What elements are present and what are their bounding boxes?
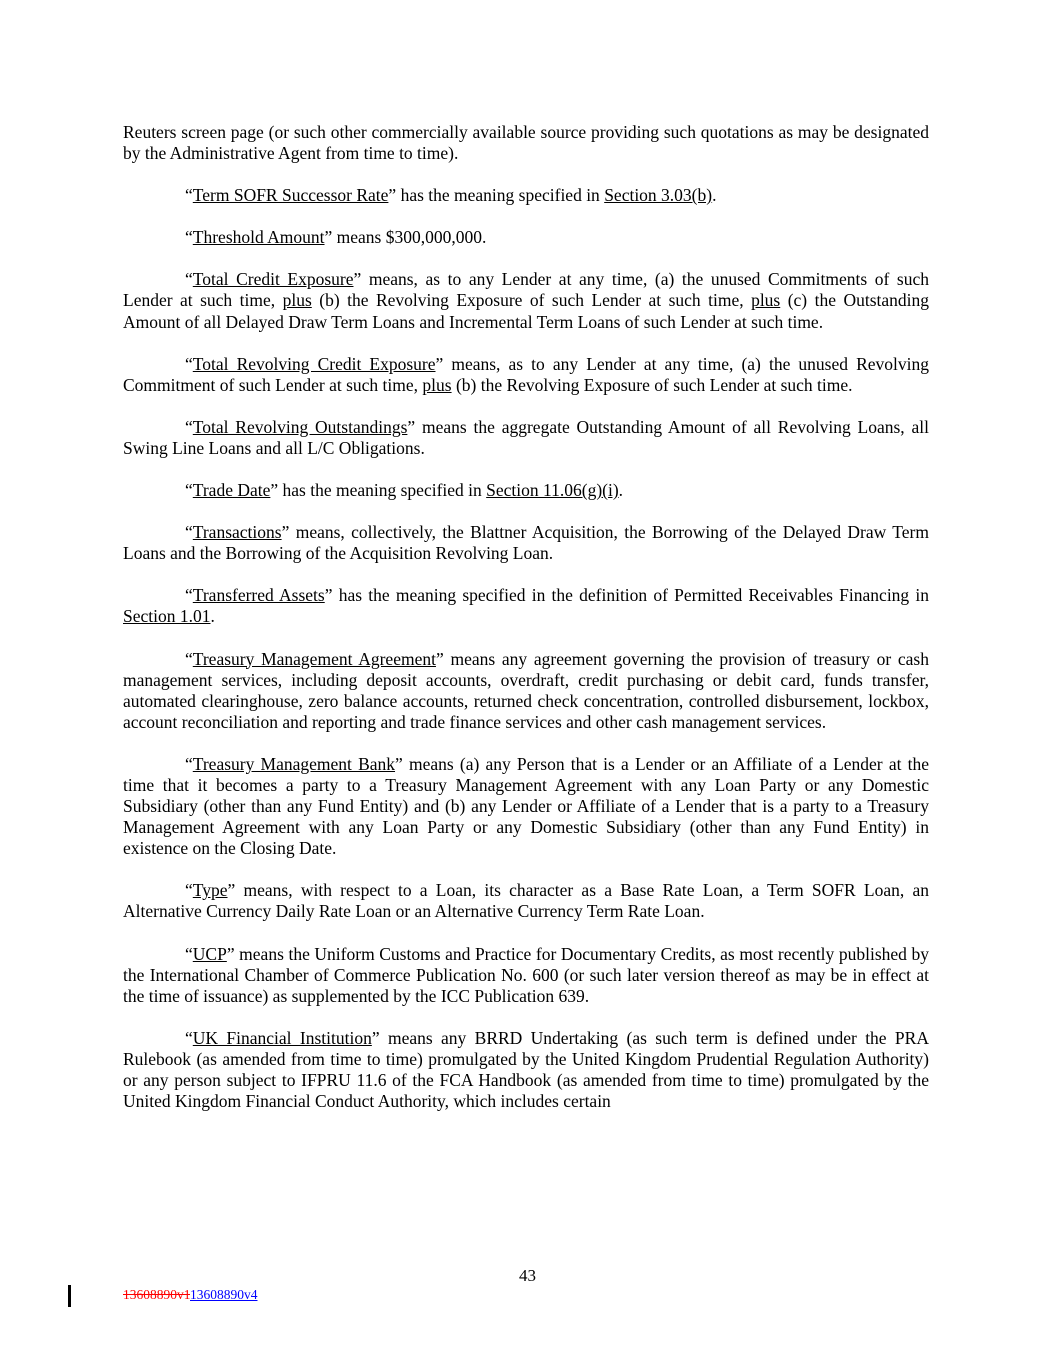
text-run: ” means, collectively, the Blattner Acquisition, the Borrowing of the Delayed Draw Term Loans and the Borrowing of the Acquisition Revolving Loan.	[123, 522, 929, 564]
defined-term: Trade Date	[192, 480, 271, 501]
text-run: “	[185, 753, 193, 774]
section-reference: Section 11.06(g)(i)	[486, 480, 619, 501]
def-ucp	[123, 944, 929, 1007]
def-transactions	[123, 522, 929, 564]
text-run: ” means, with respect to a Loan, its character as a Base Rate Loan, a Term SOFR Loan, an Alternative Currency Daily Rate Loan or an Alternative Currency Term Rate Loan.	[123, 880, 929, 922]
text-run: (b) the Revolving Exposure of such Lender at such time,	[311, 290, 752, 311]
text-run: (c) the Outstanding Amount of all Delayed Draw Term Loans and Incremental Term Loans of such Lender at such time.	[123, 290, 929, 332]
defined-term: Threshold Amount	[192, 227, 325, 248]
def-treasury-management-agreement	[123, 649, 929, 733]
page-number: 43	[519, 1266, 536, 1285]
text-run: ” means any BRRD Undertaking (as such term is defined under the PRA Rulebook (as amended from time to time) promulgated by the United Kingdom Prudential Regulation Authority) or any person subject to IFPRU 11.6 of the FCA Handbook (as amended from time to time) promulgated by the United Kingdom Financial Conduct Authority, which includes certain	[123, 1027, 929, 1112]
def-uk-financial-institution	[123, 1028, 929, 1112]
def-total-credit-exposure	[123, 269, 929, 332]
defined-term: UK Financial Institution	[192, 1027, 372, 1048]
def-total-revolving-outstandings	[123, 417, 929, 459]
text-run: ” means the aggregate Outstanding Amount of all Revolving Loans, all Swing Line Loans and all L/C Obligations.	[123, 416, 929, 458]
def-total-revolving-credit-exposure	[123, 354, 929, 396]
section-reference: Section 1.01	[123, 606, 211, 627]
def-trade-date	[123, 480, 929, 501]
text-run: “	[185, 943, 193, 964]
text-run: ” means, as to any Lender at any time, (a) the unused Revolving Commitment of such Lender at such time,	[123, 353, 930, 395]
text-run: Reuters screen page (or such other commercially available source providing such quotations as may be designated by the Administrative Agent from time to time).	[123, 122, 929, 164]
section-reference: Section 3.03(b)	[604, 185, 713, 206]
text-run: “	[185, 353, 193, 374]
revision-marks	[123, 1287, 258, 1303]
text-run: “	[185, 227, 193, 248]
defined-term: Transactions	[192, 522, 282, 543]
text-run: ” has the meaning specified in the definition of Permitted Receivables Financing in	[324, 585, 930, 606]
defined-term: Total Credit Exposure	[192, 269, 354, 290]
text-run: “	[185, 880, 193, 901]
emphasized-word: plus	[751, 290, 781, 311]
text-run: ” means $300,000,000.	[324, 227, 487, 248]
text-run: .	[618, 480, 624, 501]
text-run: “	[185, 1027, 193, 1048]
text-run: ” means any agreement governing the provision of treasury or cash management services, including deposit accounts, overdraft, credit purchasing or debit card, funds transfer, automated clearinghouse, zero balance accounts, returned check concentration, controlled disbursement, lockbox, account reconciliation and reporting and trade finance services and other cash management services.	[123, 648, 929, 732]
text-run: .	[210, 606, 215, 627]
defined-term: Transferred Assets	[192, 585, 325, 606]
defined-term: Total Revolving Credit Exposure	[192, 353, 436, 374]
text-run: “	[185, 648, 193, 669]
text-run: “	[185, 585, 193, 606]
defined-term: Term SOFR Successor Rate	[192, 185, 389, 206]
text-run: ” means, as to any Lender at any time, (a) the unused Commitments of such Lender at such time,	[123, 269, 929, 311]
emphasized-word: plus	[422, 374, 452, 395]
continuation-reuters-screen-page	[123, 122, 929, 164]
defined-term: Treasury Management Agreement	[192, 648, 436, 669]
def-threshold-amount	[123, 227, 929, 248]
text-run: “	[185, 480, 193, 501]
document-body	[123, 122, 929, 1133]
emphasized-word: plus	[282, 290, 312, 311]
def-transferred-assets	[123, 585, 929, 627]
revision-deleted-doc-id: 13608890v1	[123, 1287, 190, 1302]
text-run: “	[185, 185, 193, 206]
defined-term: Treasury Management Bank	[192, 753, 396, 774]
defined-term: Total Revolving Outstandings	[192, 416, 408, 437]
defined-term: Type	[192, 880, 228, 901]
def-treasury-management-bank	[123, 754, 929, 859]
text-run: “	[185, 269, 193, 290]
def-term-sofr-successor-rate	[123, 185, 929, 206]
revision-inserted-doc-id: 13608890v4	[190, 1287, 258, 1302]
text-run: (b) the Revolving Exposure of such Lender at such time.	[451, 374, 853, 395]
text-run: “	[185, 522, 193, 543]
text-run: ” means (a) any Person that is a Lender or an Affiliate of a Lender at the time that it becomes a party to a Treasury Management Agreement with any Loan Party or any Domestic Subsidiary (other than any Fund Entity) and (b) any Lender or Affiliate of a Lender that is a party to a Treasury Management Agreement with any Loan Party or any Domestic Subsidiary (other than any Fund Entity) in existence on the Closing Date.	[123, 753, 930, 859]
defined-term: UCP	[192, 943, 227, 964]
change-bar	[68, 1285, 71, 1307]
text-run: .	[712, 185, 717, 206]
text-run: “	[185, 416, 193, 437]
text-run: ” has the meaning specified in	[388, 185, 605, 206]
text-run: ” means the Uniform Customs and Practice for Documentary Credits, as most recently published by the International Chamber of Commerce Publication No. 600 (or such later version thereof as may be in effect at the time of issuance) as supplemented by the ICC Publication 639.	[123, 943, 929, 1006]
text-run: ” has the meaning specified in	[270, 480, 487, 501]
def-type	[123, 880, 929, 922]
